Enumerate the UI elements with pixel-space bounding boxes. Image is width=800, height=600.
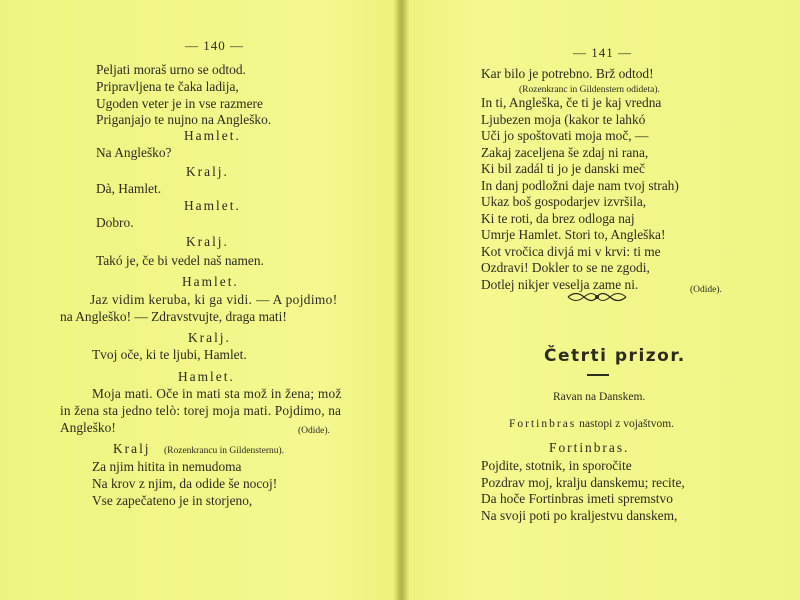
text-line: Dà, Hamlet. bbox=[96, 181, 162, 196]
character-name: Fortinbras bbox=[509, 418, 577, 430]
speaker-name: Fortinbras. bbox=[549, 440, 630, 455]
text-line: Ukaz boš gospodarjev izvršila, bbox=[481, 194, 647, 209]
ornament-divider bbox=[566, 288, 628, 306]
text-line: Na Angleško? bbox=[96, 145, 172, 160]
text-line: Pozdrav moj, kralju danskemu; recite, bbox=[481, 475, 685, 490]
text-line: Ugoden veter je in vse razmere bbox=[96, 96, 263, 111]
text-line: Tvoj oče, ki te ljubi, Hamlet. bbox=[92, 347, 247, 362]
speaker-name: Hamlet. bbox=[182, 274, 239, 289]
text-line: Uči jo spoštovati moja moč, — bbox=[481, 128, 649, 143]
text-line: na Angleško! — Zdravstvujte, draga mati! bbox=[60, 309, 287, 324]
stage-direction: (Rozenkrancu in Gildensternu). bbox=[164, 446, 285, 456]
text-line: Angleško! bbox=[60, 420, 116, 435]
text-line: Da hoče Fortinbras imeti spremstvo bbox=[481, 491, 673, 506]
speaker-name: Hamlet. bbox=[184, 128, 241, 143]
text-line: Moja mati. Oče in mati sta mož in žena; mož bbox=[92, 386, 342, 401]
speaker-name: Hamlet. bbox=[178, 369, 235, 384]
text-line: Kot vročica divjá mi v krvi: ti me bbox=[481, 244, 661, 259]
text-line: Ki te roti, da brez odloga naj bbox=[481, 211, 635, 226]
text-line: Peljati moraš urno se odtod. bbox=[96, 62, 246, 77]
speaker-name: Kralj bbox=[113, 441, 151, 456]
text-line: Dotlej nikjer veselja zame ni. bbox=[481, 277, 639, 292]
stage-direction: (Odide). bbox=[690, 285, 722, 295]
text-line: Vse zapečateno je in storjeno, bbox=[92, 493, 253, 508]
page-number: — 140 — bbox=[185, 38, 244, 53]
text-line: Na krov z njim, da odide še nocoj! bbox=[92, 476, 278, 491]
text-line: Zakaj zaceljena še zdaj ni rana, bbox=[481, 145, 649, 160]
title-underline bbox=[587, 374, 609, 376]
text-line: Jaz vidim keruba, ki ga vidi. — A pojdimo! bbox=[90, 292, 338, 307]
entry-text: nastopi z vojaštvom. bbox=[579, 418, 675, 430]
right-page bbox=[409, 0, 800, 600]
text-line: Umrje Hamlet. Stori to, Angleška! bbox=[481, 227, 666, 242]
text-line: Ljubezen moja (kakor te lahkó bbox=[481, 112, 646, 127]
stage-direction: (Rozenkranc in Gildenstern odideta). bbox=[519, 85, 660, 95]
speaker-name: Kralj. bbox=[186, 234, 229, 249]
scene-title: Četrti prizor. bbox=[544, 346, 686, 366]
speaker-name: Hamlet. bbox=[184, 198, 241, 213]
text-line: In ti, Angleška, če ti je kaj vredna bbox=[481, 95, 662, 110]
page-number: — 141 — bbox=[573, 45, 632, 60]
stage-entry bbox=[509, 418, 674, 430]
text-line: Dobro. bbox=[96, 215, 134, 230]
speaker-name: Kralj. bbox=[186, 164, 229, 179]
text-line: Ozdravi! Dokler to se ne zgodi, bbox=[481, 260, 650, 275]
text-line: Na svoji poti po kraljestvu danskem, bbox=[481, 508, 678, 523]
text-line: Ki bil zadál ti jo je danski meč bbox=[481, 161, 645, 176]
book-gutter bbox=[395, 0, 409, 600]
text-line: Takó je, če bi vedel naš namen. bbox=[96, 253, 264, 268]
text-line: Pojdite, stotnik, in sporočite bbox=[481, 458, 632, 473]
speaker-name: Kralj. bbox=[188, 330, 231, 345]
left-page bbox=[0, 0, 395, 600]
text-line: Pripravljena te čaka ladija, bbox=[96, 79, 239, 94]
text-line: Priganjajo te nujno na Angleško. bbox=[96, 112, 272, 127]
text-line: Kar bilo je potrebno. Brž odtod! bbox=[481, 66, 654, 81]
text-line: Za njim hitita in nemudoma bbox=[92, 459, 242, 474]
text-line: in žena sta jedno telò: torej moja mati. Pojdimo, na bbox=[60, 403, 342, 418]
text-line: In danj podložni daje nam tvoj strah) bbox=[481, 178, 679, 193]
scene-setting: Ravan na Danskem. bbox=[553, 391, 646, 403]
stage-direction: (Odide). bbox=[298, 426, 330, 436]
